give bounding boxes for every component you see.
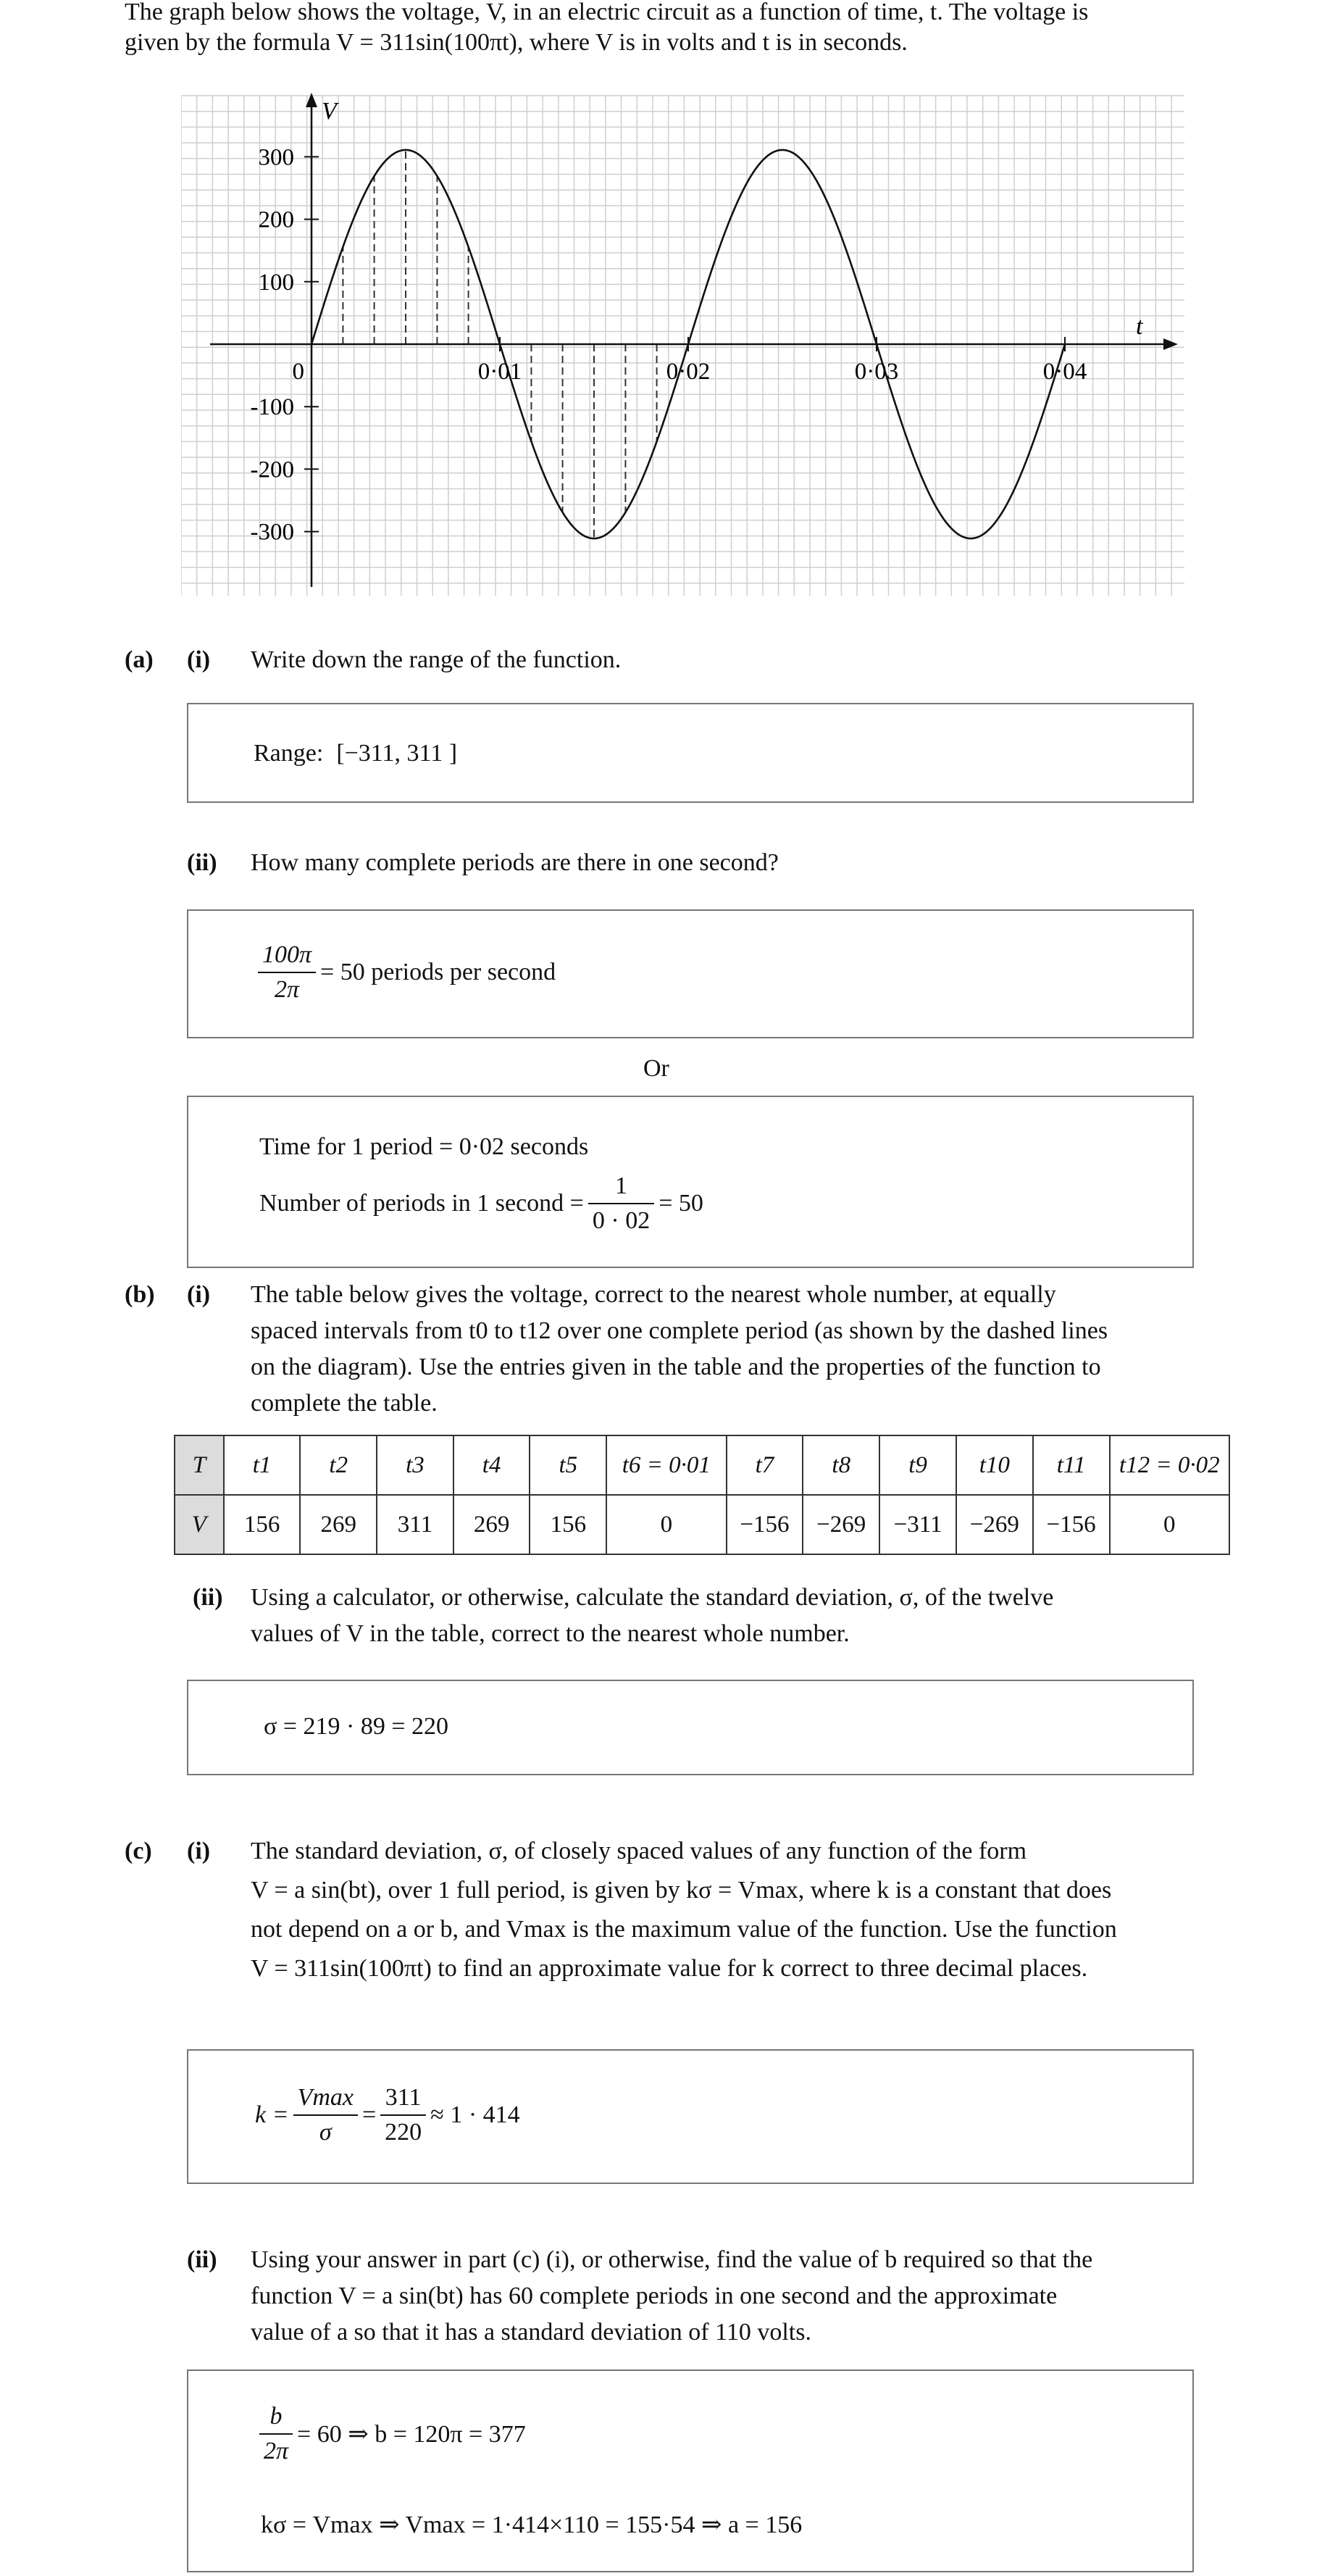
x-tick-label: 0·02 [666, 359, 711, 385]
b-result: = 60 ⇒ b = 120π = 377 [297, 2421, 526, 2448]
k-label: k = [255, 2101, 289, 2128]
y-axis-arrow [306, 93, 317, 107]
x-tick-label: 0·01 [477, 359, 522, 385]
table-cell-v: 269 [453, 1495, 530, 1554]
part-b-ii-text-1: Using a calculator, or otherwise, calculate the standard deviation, σ, of the twelve [251, 1584, 1054, 1611]
part-c-ii-text-3: value of a so that it has a standard deviation of 110 volts. [251, 2319, 811, 2346]
table-cell-t: t9 [879, 1435, 956, 1495]
table-cell-t: t4 [453, 1435, 530, 1495]
table-row-v [175, 1495, 1229, 1554]
x-tick-label: 0·03 [854, 359, 899, 385]
k-result: ≈ 1 · 414 [430, 2101, 520, 2128]
alt-line-2: Number of periods in 1 second = [259, 1190, 584, 1217]
part-a-ii-question: How many complete periods are there in one second? [251, 849, 779, 876]
table-head-v: V [175, 1495, 224, 1554]
or-text: Or [643, 1055, 669, 1082]
x-axis-label: t [1136, 313, 1143, 340]
part-c-ii-text-2: function V = a sin(bt) has 60 complete periods in one second and the approximate [251, 2283, 1058, 2309]
fraction-vmax-over-sigma [293, 2081, 358, 2149]
part-a-i-question: Write down the range of the function. [251, 646, 622, 673]
table-cell-v: 0 [1110, 1495, 1229, 1554]
equals-sign: = [361, 2101, 377, 2128]
table-cell-v: 0 [606, 1495, 726, 1554]
part-b-i-text-2: spaced intervals from t0 to t12 over one complete period (as shown by the dashed lines [251, 1317, 1108, 1344]
part-b-ii-label: (ii) [193, 1584, 223, 1611]
y-tick-label: -100 [250, 394, 294, 421]
x-tick-label: 0 [292, 359, 304, 385]
range-value: [−311, 311 ] [336, 740, 458, 767]
table-cell-t: t3 [377, 1435, 453, 1495]
part-c-ii-label: (ii) [187, 2246, 217, 2273]
table-cell-t: t8 [803, 1435, 879, 1495]
answer-box-a-ii-alt [187, 1096, 1194, 1268]
part-a-i-label: (i) [187, 646, 211, 673]
part-c-i-text-3: not depend on a or b, and Vmax is the maximum value of the function. Use the function [251, 1916, 1117, 1943]
table-cell-t: t12 = 0·02 [1110, 1435, 1229, 1495]
table-head-t: T [175, 1435, 224, 1495]
table-cell-v: 156 [530, 1495, 606, 1554]
table-cell-t: t1 [224, 1435, 301, 1495]
table-row-t [175, 1435, 1229, 1495]
fraction-denominator: 220 [385, 2119, 422, 2146]
fraction-numerator: b [259, 2400, 293, 2435]
y-tick-label: 300 [258, 144, 294, 171]
fraction-numerator: 1 [588, 1170, 654, 1204]
voltage-table [174, 1435, 1230, 1555]
part-b-i-text-1: The table below gives the voltage, correct to the nearest whole number, at equally [251, 1281, 1056, 1308]
y-tick-label: -200 [250, 457, 294, 483]
answer-box-a-i [187, 703, 1194, 803]
part-c-i-label: (i) [187, 1838, 211, 1864]
intro-line-1: The graph below shows the voltage, V, in an electric circuit as a function of time, t. The voltage is [125, 0, 1089, 25]
y-axis-label: V [322, 98, 337, 125]
sigma-answer: σ = 219 · 89 = 220 [264, 1713, 448, 1740]
part-b-label: (b) [125, 1281, 155, 1308]
y-tick-label: 100 [258, 269, 294, 296]
fraction-311-over-220 [380, 2081, 426, 2149]
axes [210, 93, 1178, 587]
fraction-denominator: 2π [275, 976, 300, 1003]
fraction-denominator: 0 · 02 [592, 1207, 651, 1234]
table-cell-v: −156 [1033, 1495, 1110, 1554]
table-cell-t: t11 [1033, 1435, 1110, 1495]
fraction-numerator: 100π [258, 938, 316, 973]
fraction-b-over-2pi [259, 2400, 293, 2468]
table-cell-t: t7 [727, 1435, 803, 1495]
part-a-ii-label: (ii) [187, 849, 217, 876]
fraction-100pi-over-2pi [258, 938, 316, 1006]
alt-line-1: Time for 1 period = 0·02 seconds [259, 1133, 589, 1160]
table-cell-v: −311 [879, 1495, 956, 1554]
alt-result: = 50 [658, 1190, 703, 1217]
answer-box-b-ii [187, 1680, 1194, 1775]
table-cell-v: −156 [727, 1495, 803, 1554]
voltage-graph [181, 87, 1195, 601]
table-cell-v: −269 [956, 1495, 1033, 1554]
fraction-1-over-0-02 [588, 1170, 654, 1238]
table-cell-v: 156 [224, 1495, 301, 1554]
part-a-label: (a) [125, 646, 154, 673]
part-c-i-text-1: The standard deviation, σ, of closely spaced values of any function of the form [251, 1838, 1027, 1864]
part-c-i-text-2: V = a sin(bt), over 1 full period, is given by kσ = Vmax, where k is a constant that does [251, 1877, 1112, 1904]
intro-line-2: given by the formula V = 311sin(100πt), where V is in volts and t is in seconds. [125, 29, 908, 56]
table-cell-t: t10 [956, 1435, 1033, 1495]
answer-box-c-i [187, 2049, 1194, 2184]
x-axis-arrow [1163, 338, 1178, 350]
part-b-i-label: (i) [187, 1281, 211, 1308]
table-cell-t: t6 = 0·01 [606, 1435, 726, 1495]
part-b-ii-text-2: values of V in the table, correct to the nearest whole number. [251, 1620, 850, 1647]
fraction-numerator: 311 [380, 2081, 426, 2116]
x-tick-label: 0·04 [1042, 359, 1087, 385]
tick-labels [251, 98, 1145, 546]
part-c-ii-text-1: Using your answer in part (c) (i), or otherwise, find the value of b required so that the [251, 2246, 1093, 2273]
a-result: kσ = Vmax ⇒ Vmax = 1·414×110 = 155·54 ⇒ a = 156 [261, 2512, 803, 2538]
part-c-i-text-4: V = 311sin(100πt) to find an approximate value for k correct to three decimal places. [251, 1955, 1088, 1982]
range-label: Range: [254, 740, 324, 767]
y-tick-label: -300 [250, 519, 294, 546]
fraction-denominator: 2π [264, 2438, 289, 2464]
table-cell-v: 311 [377, 1495, 453, 1554]
answer-box-c-ii [187, 2369, 1194, 2572]
part-b-i-text-4: complete the table. [251, 1390, 438, 1417]
periods-result: = 50 periods per second [320, 959, 556, 985]
fraction-denominator: σ [319, 2119, 332, 2146]
fraction-numerator: Vmax [293, 2081, 358, 2116]
y-tick-label: 200 [258, 207, 294, 233]
table-cell-t: t2 [300, 1435, 377, 1495]
table-cell-t: t5 [530, 1435, 606, 1495]
part-b-i-text-3: on the diagram). Use the entries given in the table and the properties of the function to [251, 1354, 1101, 1380]
table-cell-v: −269 [803, 1495, 879, 1554]
graph-grid [181, 96, 1184, 596]
answer-box-a-ii [187, 909, 1194, 1038]
table-cell-v: 269 [300, 1495, 377, 1554]
part-c-label: (c) [125, 1838, 152, 1864]
